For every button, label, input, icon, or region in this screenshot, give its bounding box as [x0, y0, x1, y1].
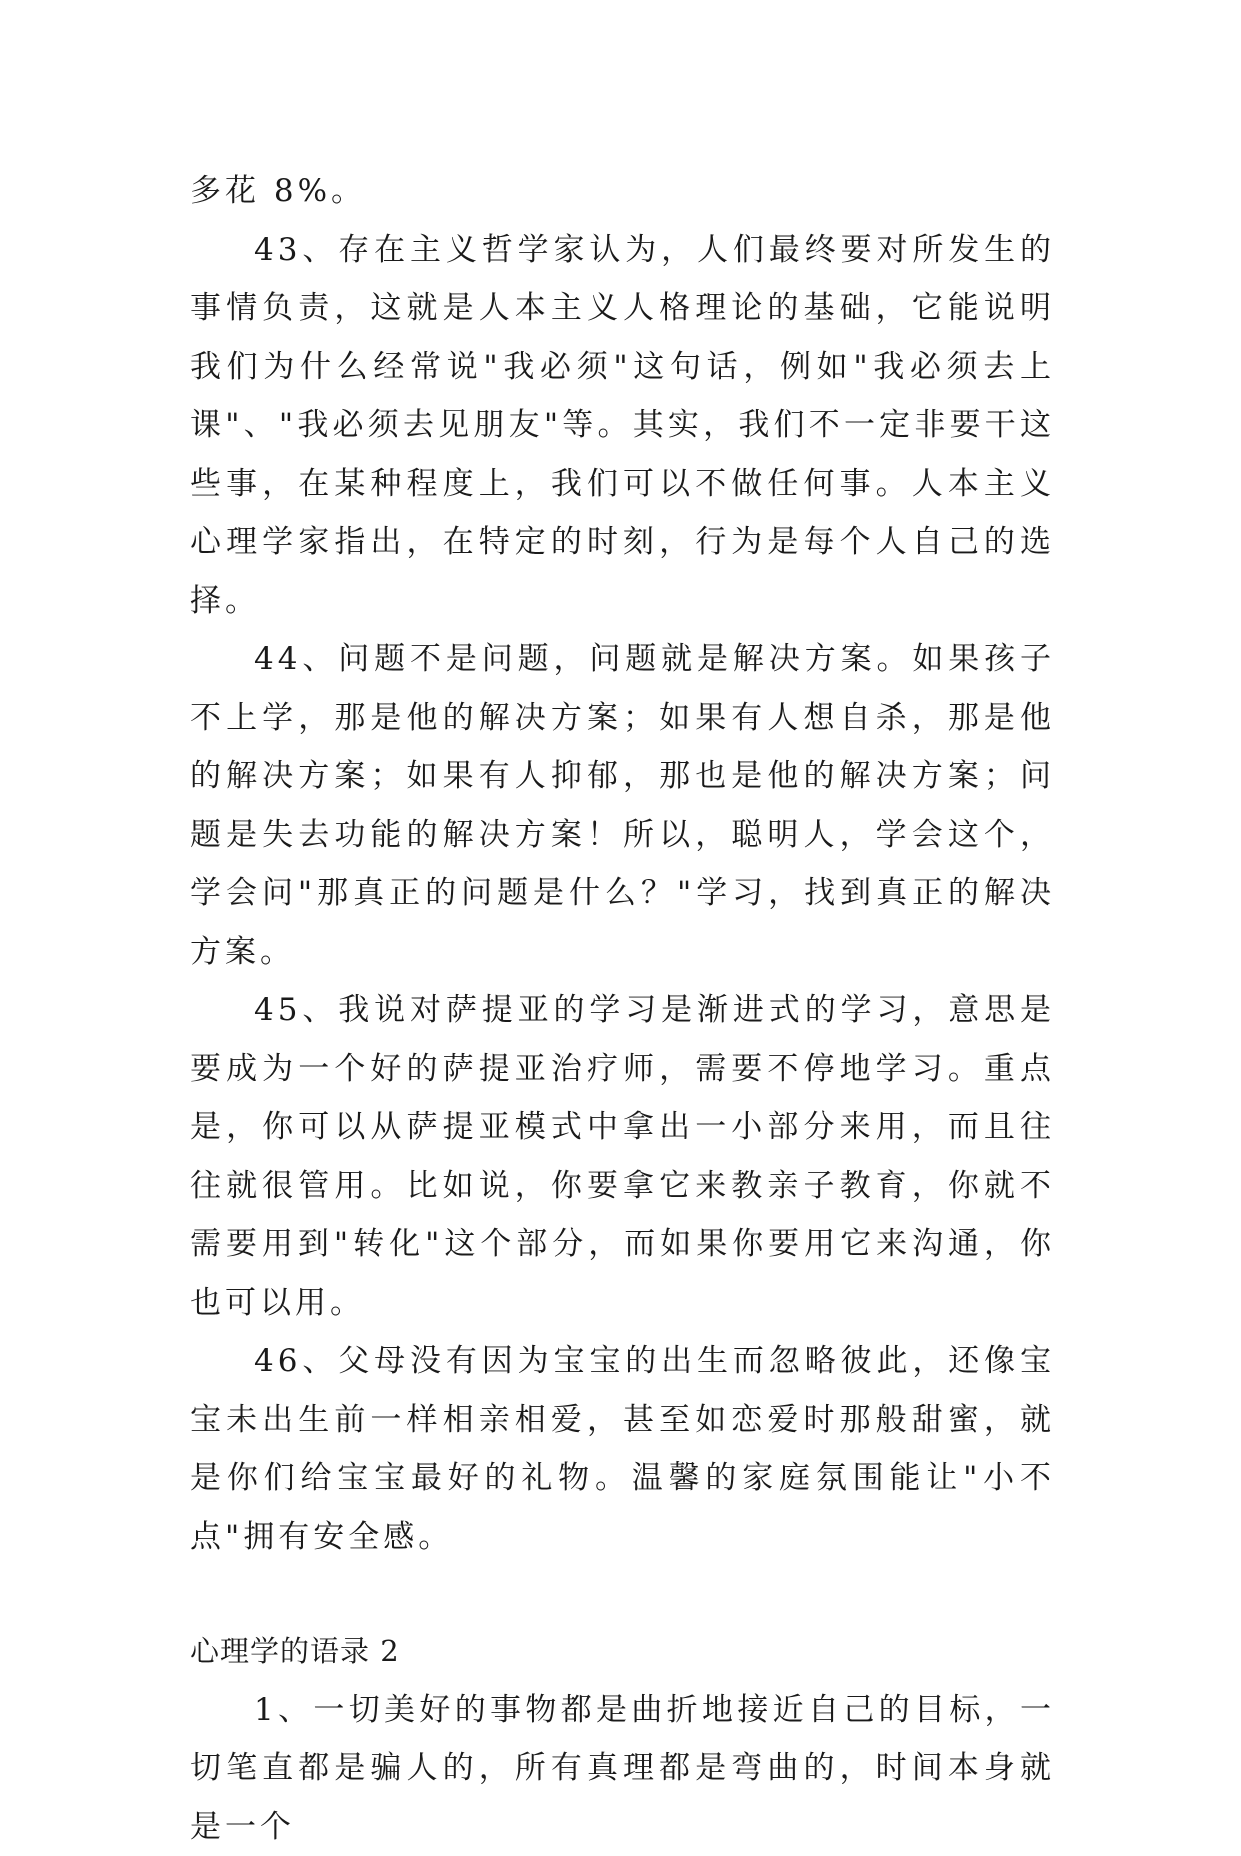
quote-1: 1、一切美好的事物都是曲折地接近自己的目标，一切笔直都是骗人的，所有真理都是弯曲的，时间本身就是一个: [190, 1681, 1055, 1856]
section-spacer: [190, 1566, 1055, 1622]
quote-45: 45、我说对萨提亚的学习是渐进式的学习，意思是要成为一个好的萨提亚治疗师，需要不停地学习。重点是，你可以从萨提亚模式中拿出一小部分来用，而且往往就很管用。比如说，你要拿它来教亲子教育，你就不需要用到"转化"这个部分，而如果你要用它来沟通，你也可以用。: [190, 981, 1055, 1332]
paragraph-continuation: 多花 8%。: [190, 162, 1055, 221]
section-heading: 心理学的语录 2: [190, 1622, 1055, 1681]
quote-46: 46、父母没有因为宝宝的出生而忽略彼此，还像宝宝未出生前一样相亲相爱，甚至如恋爱时那般甜蜜，就是你们给宝宝最好的礼物。温馨的家庭氛围能让"小不点"拥有安全感。: [190, 1332, 1055, 1566]
quote-43: 43、存在主义哲学家认为，人们最终要对所发生的事情负责，这就是人本主义人格理论的基础，它能说明我们为什么经常说"我必须"这句话，例如"我必须去上课"、"我必须去见朋友"等。其实，我们不一定非要干这些事，在某种程度上，我们可以不做任何事。人本主义心理学家指出，在特定的时刻，行为是每个人自己的选择。: [190, 221, 1055, 631]
quote-44: 44、问题不是问题，问题就是解决方案。如果孩子不上学，那是他的解决方案；如果有人想自杀，那是他的解决方案；如果有人抑郁，那也是他的解决方案；问题是失去功能的解决方案！所以，聪明人，学会这个，学会问"那真正的问题是什么？"学习，找到真正的解决方案。: [190, 630, 1055, 981]
document-body: [190, 162, 1055, 1856]
